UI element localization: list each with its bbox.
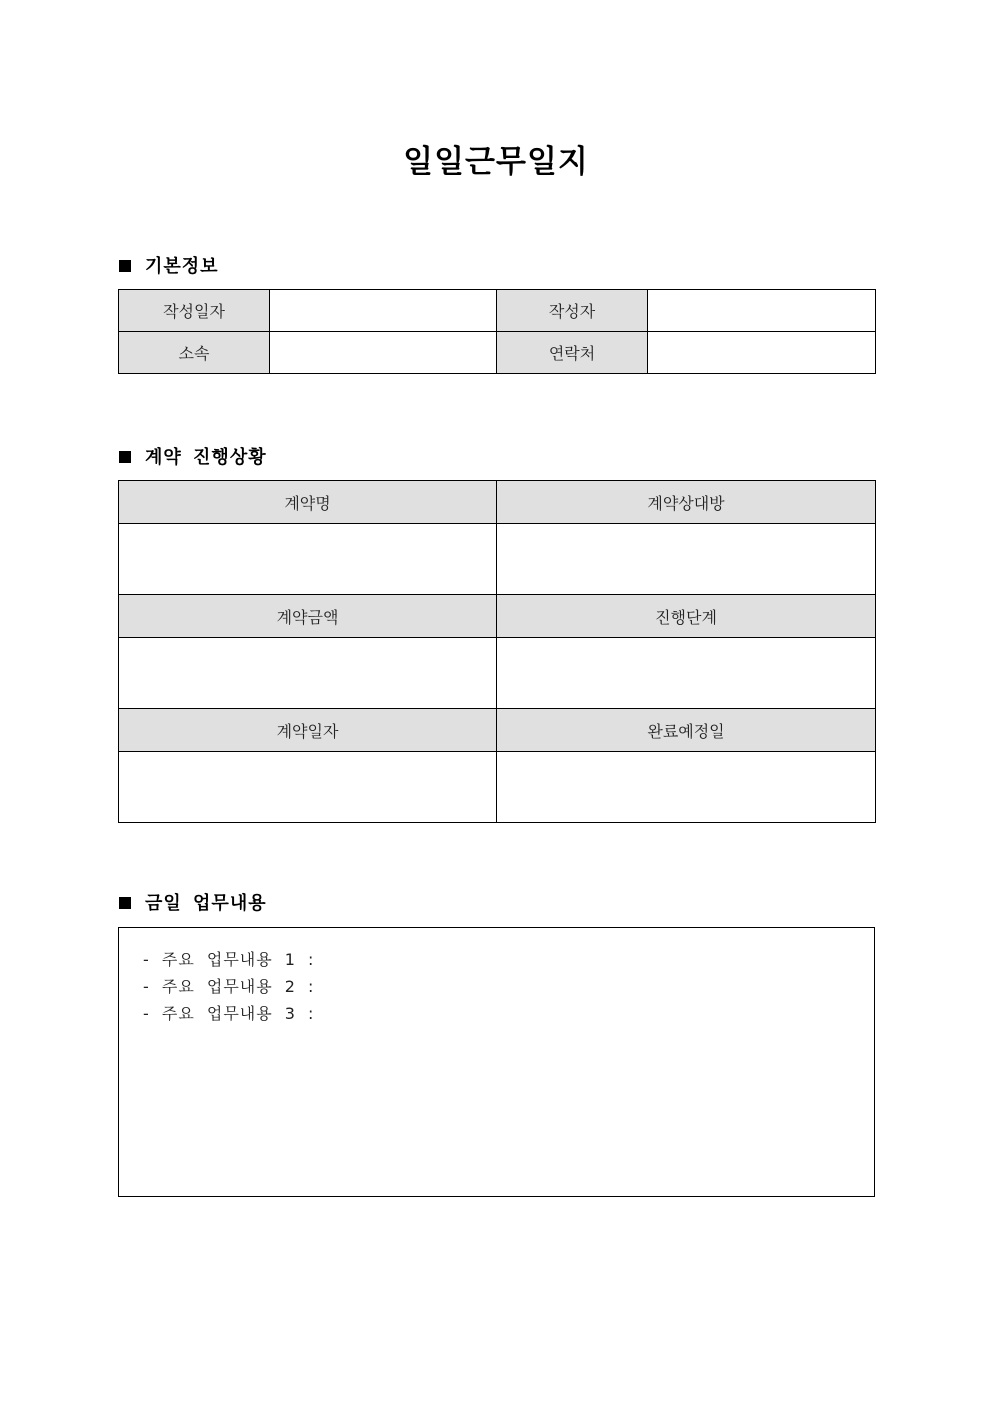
date-written-field[interactable] xyxy=(270,290,497,332)
contract-name-field[interactable] xyxy=(119,524,497,595)
contract-date-field[interactable] xyxy=(119,752,497,823)
section-heading-text: 기본정보 xyxy=(145,256,219,277)
field-label: 연락처 xyxy=(497,332,648,374)
completion-date-field[interactable] xyxy=(497,752,876,823)
field-label: 작성자 xyxy=(497,290,648,332)
section-heading-text: 금일 업무내용 xyxy=(145,893,267,914)
author-field[interactable] xyxy=(648,290,876,332)
contract-table xyxy=(118,480,876,823)
table-row xyxy=(119,524,876,595)
table-row xyxy=(119,595,876,638)
work-content-box[interactable] xyxy=(118,927,875,1197)
progress-stage-field[interactable] xyxy=(497,638,876,709)
section-heading-contract xyxy=(119,444,267,468)
counterparty-field[interactable] xyxy=(497,524,876,595)
field-label: 소속 xyxy=(119,332,270,374)
field-label: 진행단계 xyxy=(497,595,876,638)
table-row xyxy=(119,638,876,709)
field-label: 계약금액 xyxy=(119,595,497,638)
field-label: 계약명 xyxy=(119,481,497,524)
table-row xyxy=(119,752,876,823)
section-heading-work xyxy=(119,890,267,914)
table-row xyxy=(119,481,876,524)
list-item: - 주요 업무내용 3 : xyxy=(143,1004,315,1023)
basic-info-table xyxy=(118,289,876,374)
field-label: 완료예정일 xyxy=(497,709,876,752)
table-row xyxy=(119,709,876,752)
square-bullet-icon xyxy=(119,897,131,909)
contact-field[interactable] xyxy=(648,332,876,374)
table-row xyxy=(119,290,876,332)
field-label: 작성일자 xyxy=(119,290,270,332)
section-heading-basic-info xyxy=(119,253,219,277)
square-bullet-icon xyxy=(119,260,131,272)
department-field[interactable] xyxy=(270,332,497,374)
contract-amount-field[interactable] xyxy=(119,638,497,709)
section-heading-text: 계약 진행상황 xyxy=(145,447,267,468)
page-title: 일일근무일지 xyxy=(403,144,589,180)
square-bullet-icon xyxy=(119,451,131,463)
list-item: - 주요 업무내용 1 : xyxy=(143,950,315,969)
work-item-list xyxy=(119,928,874,1027)
list-item: - 주요 업무내용 2 : xyxy=(143,977,315,996)
field-label: 계약일자 xyxy=(119,709,497,752)
field-label: 계약상대방 xyxy=(497,481,876,524)
table-row xyxy=(119,332,876,374)
